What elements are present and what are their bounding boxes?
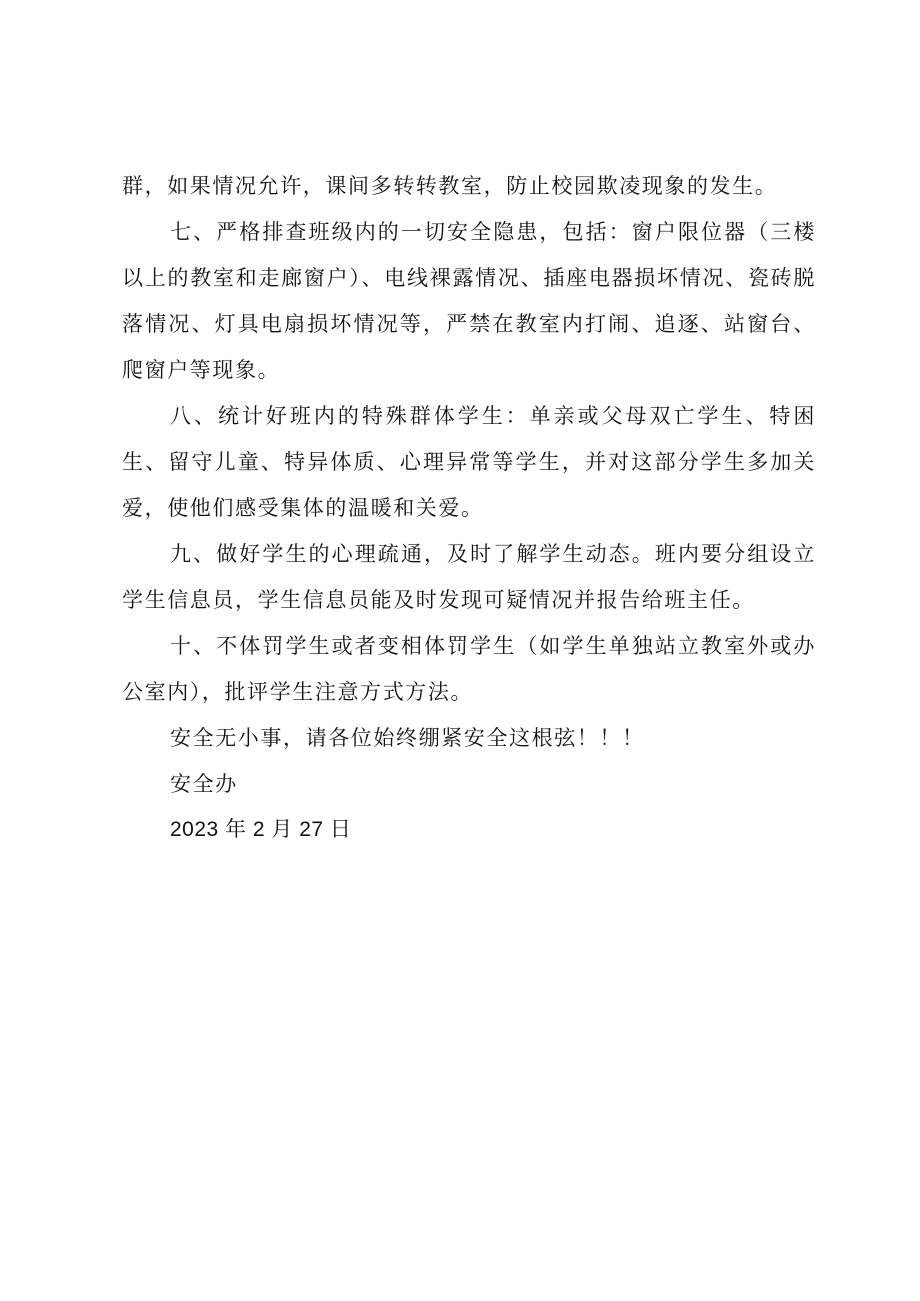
paragraph-item-7: 七、严格排查班级内的一切安全隐患，包括：窗户限位器（三楼以上的教室和走廊窗户）、电线裸露情况、插座电器损坏情况、瓷砖脱落情况、灯具电扇损坏情况等，严禁在教室内打闹、追逐、站窗台、爬窗户等现象。 [122, 220, 816, 382]
closing-remark: 安全无小事，请各位始终绷紧安全这根弦！！！ [170, 726, 645, 750]
paragraph-continuation: 群，如果情况允许，课间多转转教室，防止校园欺凌现象的发生。 [122, 174, 778, 198]
document-body [122, 163, 816, 853]
signature: 安全办 [170, 772, 238, 796]
document-date: 2023 年 2 月 27 日 [170, 818, 352, 841]
paragraph-item-8: 八、统计好班内的特殊群体学生：单亲或父母双亡学生、特困生、留守儿童、特异体质、心理异常等学生，并对这部分学生多加关爱，使他们感受集体的温暖和关爱。 [122, 404, 816, 520]
paragraph-item-10: 十、不体罚学生或者变相体罚学生（如学生单独站立教室外或办公室内），批评学生注意方式方法。 [122, 634, 816, 704]
paragraph-item-9: 九、做好学生的心理疏通，及时了解学生动态。班内要分组设立学生信息员，学生信息员能及时发现可疑情况并报告给班主任。 [122, 542, 816, 612]
